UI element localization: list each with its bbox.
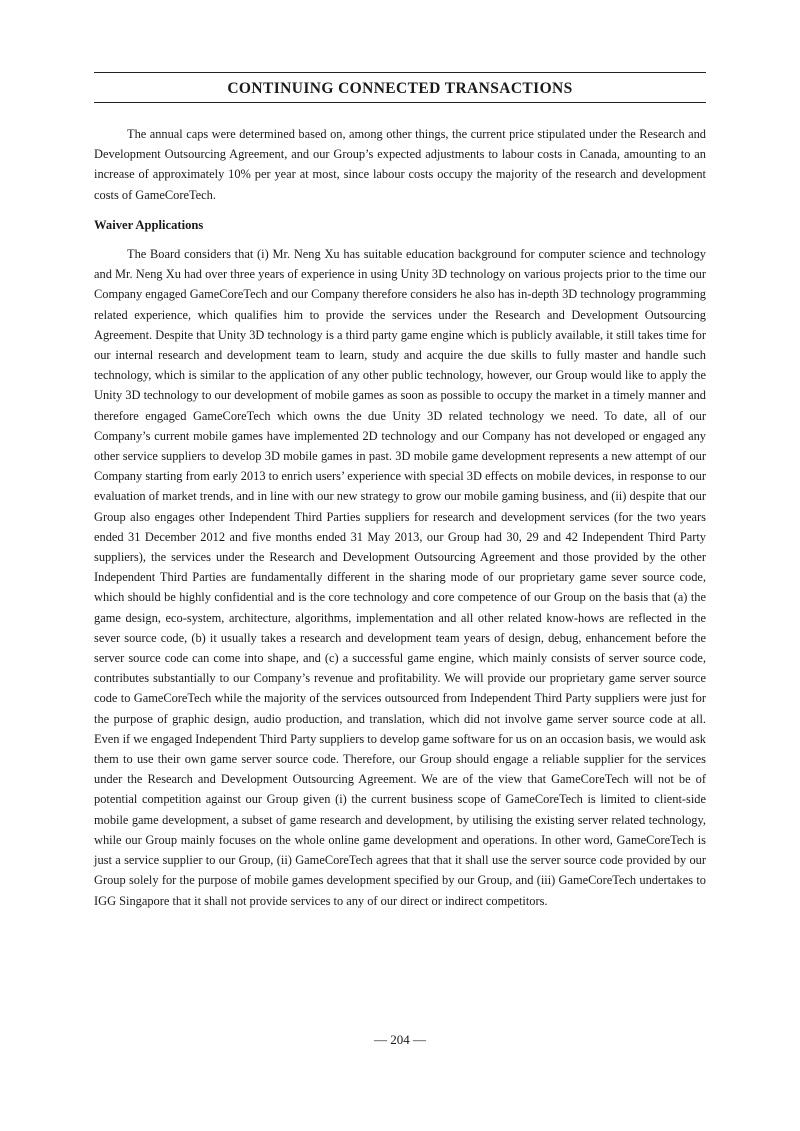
page-title: CONTINUING CONNECTED TRANSACTIONS <box>227 80 573 97</box>
document-page <box>94 0 706 1131</box>
paragraph-annual-caps: The annual caps were determined based on, among other things, the current price stipulated under the Research and Development Outsourcing Agreement, and our Group’s expected adjustments to labour costs in Canada, amounting to an increase of approximately 10% per year at most, since labour costs occupy the majority of the research and development costs of GameCoreTech. <box>94 127 706 202</box>
paragraph-board-considers: The Board considers that (i) Mr. Neng Xu has suitable education background for computer science and technology and Mr. Neng Xu had over three years of experience in using Unity 3D technology on various projects prior to the time our Company engaged GameCoreTech and our Company therefore considers he also has in-depth 3D technology programming related experience, which qualifies him to provide the services under the Research and Development Outsourcing Agreement. Despite that Unity 3D technology is a third party game engine which is publicly available, it still takes time for our internal research and development team to learn, study and acquire the due skills to fully master and handle such technology, which is similar to the application of any other public technology, however, our Group would like to apply the Unity 3D technology to our development of mobile games as soon as possible to occupy the market in a timely manner and therefore engaged GameCoreTech which owns the due Unity 3D related technology we need. To date, all of our Company’s current mobile games have implemented 2D technology and our Company has not developed or engaged any other service suppliers to develop 3D mobile games in past. 3D mobile game development represents a new attempt of our Company starting from early 2013 to enrich users’ experience with special 3D effects on mobile devices, in response to our evaluation of market trends, and in line with our new strategy to grow our mobile gaming business, and (ii) despite that our Group also engages other Independent Third Parties suppliers for research and development services (for the two years ended 31 December 2012 and five months ended 31 May 2013, our Group had 30, 29 and 42 Independent Third Party suppliers), the services under the Research and Development Outsourcing Agreement and those provided by the other Independent Third Parties are fundamentally different in the sharing mode of our proprietary game sever source code, which should be highly confidential and is the core technology and core competence of our Group on the basis that (a) the game design, eco-system, architecture, algorithms, implementation and all other related know-hows are reflected in the sever source code, (b) it usually takes a research and development team years of design, debug, enhancement before the server source code can come into shape, and (c) a successful game engine, which mainly consists of server source code, contributes substantially to our Company’s revenue and profitability. We will provide our proprietary game server source code to GameCoreTech while the majority of the services outsourced from Independent Third Party suppliers were just for the purpose of graphic design, audio production, and translation, which did not involve game server source code at all. Even if we engaged Independent Third Party suppliers to develop game software for us on an occasion basis, we would ask them to use their own game server source code. Therefore, our Group should engage a reliable supplier for the services under the Research and Development Outsourcing Agreement. We are of the view that GameCoreTech will not be of potential competition against our Group given (i) the current business scope of GameCoreTech is limited to client-side mobile game development, a subset of game research and development, by utilising the existing server related technology, while our Group mainly focuses on the whole online game development and operations. In other word, GameCoreTech is just a service supplier to our Group, (ii) GameCoreTech agrees that that it shall use the server source code provided by our Group solely for the purpose of mobile games development specified by our Group, and (iii) GameCoreTech undertakes to IGG Singapore that it shall not provide services to any of our direct or indirect competitors. <box>94 247 706 908</box>
header-bottom-rule <box>94 102 706 103</box>
page-number: — 204 — <box>374 1032 426 1047</box>
header-top-rule <box>94 72 706 73</box>
section-heading-waiver-applications: Waiver Applications <box>94 218 204 232</box>
